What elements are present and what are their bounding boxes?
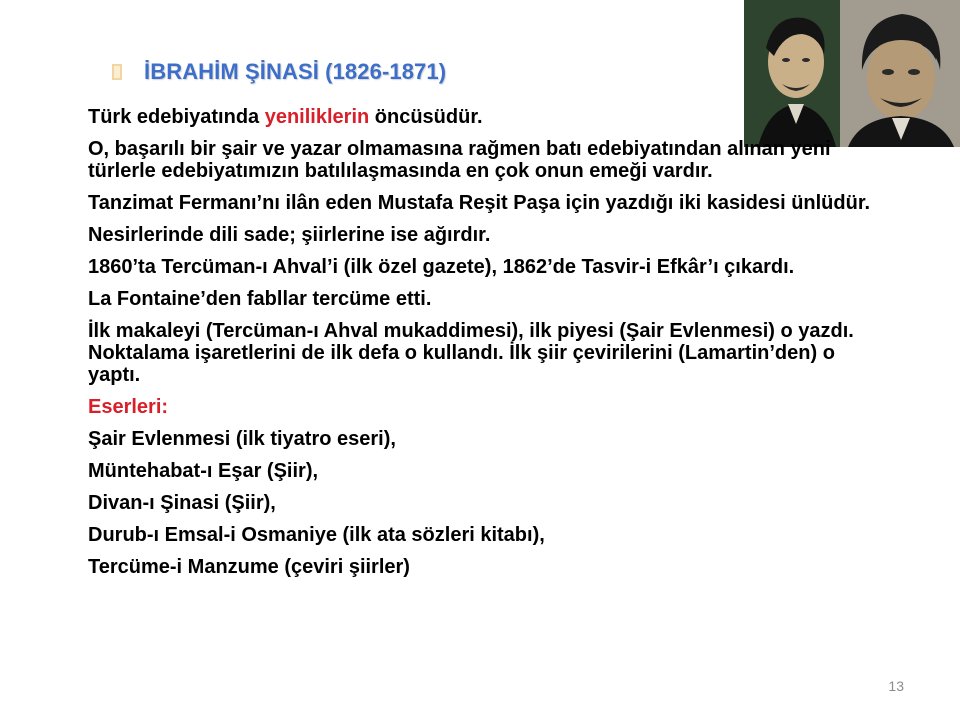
page-number: 13 — [888, 678, 904, 694]
title-row — [112, 56, 446, 88]
bullet-icon — [112, 64, 122, 80]
paragraph-2: O, başarılı bir şair ve yazar olmamasına rağmen batı edebiyatından alınan yeni türlerle edebiyatımızın batılılaşmasında en çok onun emeği vardır. — [88, 138, 831, 182]
paragraph-7: İlk makaleyi (Tercüman-ı Ahval mukaddimesi), ilk piyesi (Şair Evlenmesi) o yazdı. Noktalama işaretlerini de ilk defa o kullandı. İlk şiir çevirilerini (Lamartin’den) o yaptı. — [88, 320, 854, 386]
works-item: Divan-ı Şinasi (Şiir), — [88, 492, 276, 514]
works-item: Şair Evlenmesi (ilk tiyatro eseri), — [88, 428, 396, 450]
works-heading: Eserleri: — [88, 396, 169, 418]
paragraph-1 — [88, 106, 888, 128]
paragraph-5: 1860’ta Tercüman-ı Ahval’i (ilk özel gazete), 1862’de Tasvir-i Efkâr’ı çıkardı. — [88, 256, 795, 278]
paragraph-6: La Fontaine’den fabllar tercüme etti. — [88, 288, 432, 310]
highlight-word: yeniliklerin — [264, 106, 370, 128]
works-item: Müntehabat-ı Eşar (Şiir), — [88, 460, 319, 482]
works-item: Tercüme-i Manzume (çeviri şiirler) — [88, 556, 410, 578]
works-item: Durub-ı Emsal-i Osmaniye (ilk ata sözleri kitabı), — [88, 524, 545, 546]
paragraph-1-pre: Türk edebiyatında — [88, 106, 265, 128]
content-body — [88, 106, 888, 588]
paragraph-1-post: öncüsüdür. — [369, 106, 483, 128]
paragraph-4: Nesirlerinde dili sade; şiirlerine ise ağırdır. — [88, 224, 491, 246]
paragraph-3: Tanzimat Fermanı’nı ilân eden Mustafa Reşit Paşa için yazdığı iki kasidesi ünlüdür. — [88, 192, 871, 214]
slide-title: İBRAHİM ŞİNASİ (1826-1871) — [144, 59, 447, 84]
